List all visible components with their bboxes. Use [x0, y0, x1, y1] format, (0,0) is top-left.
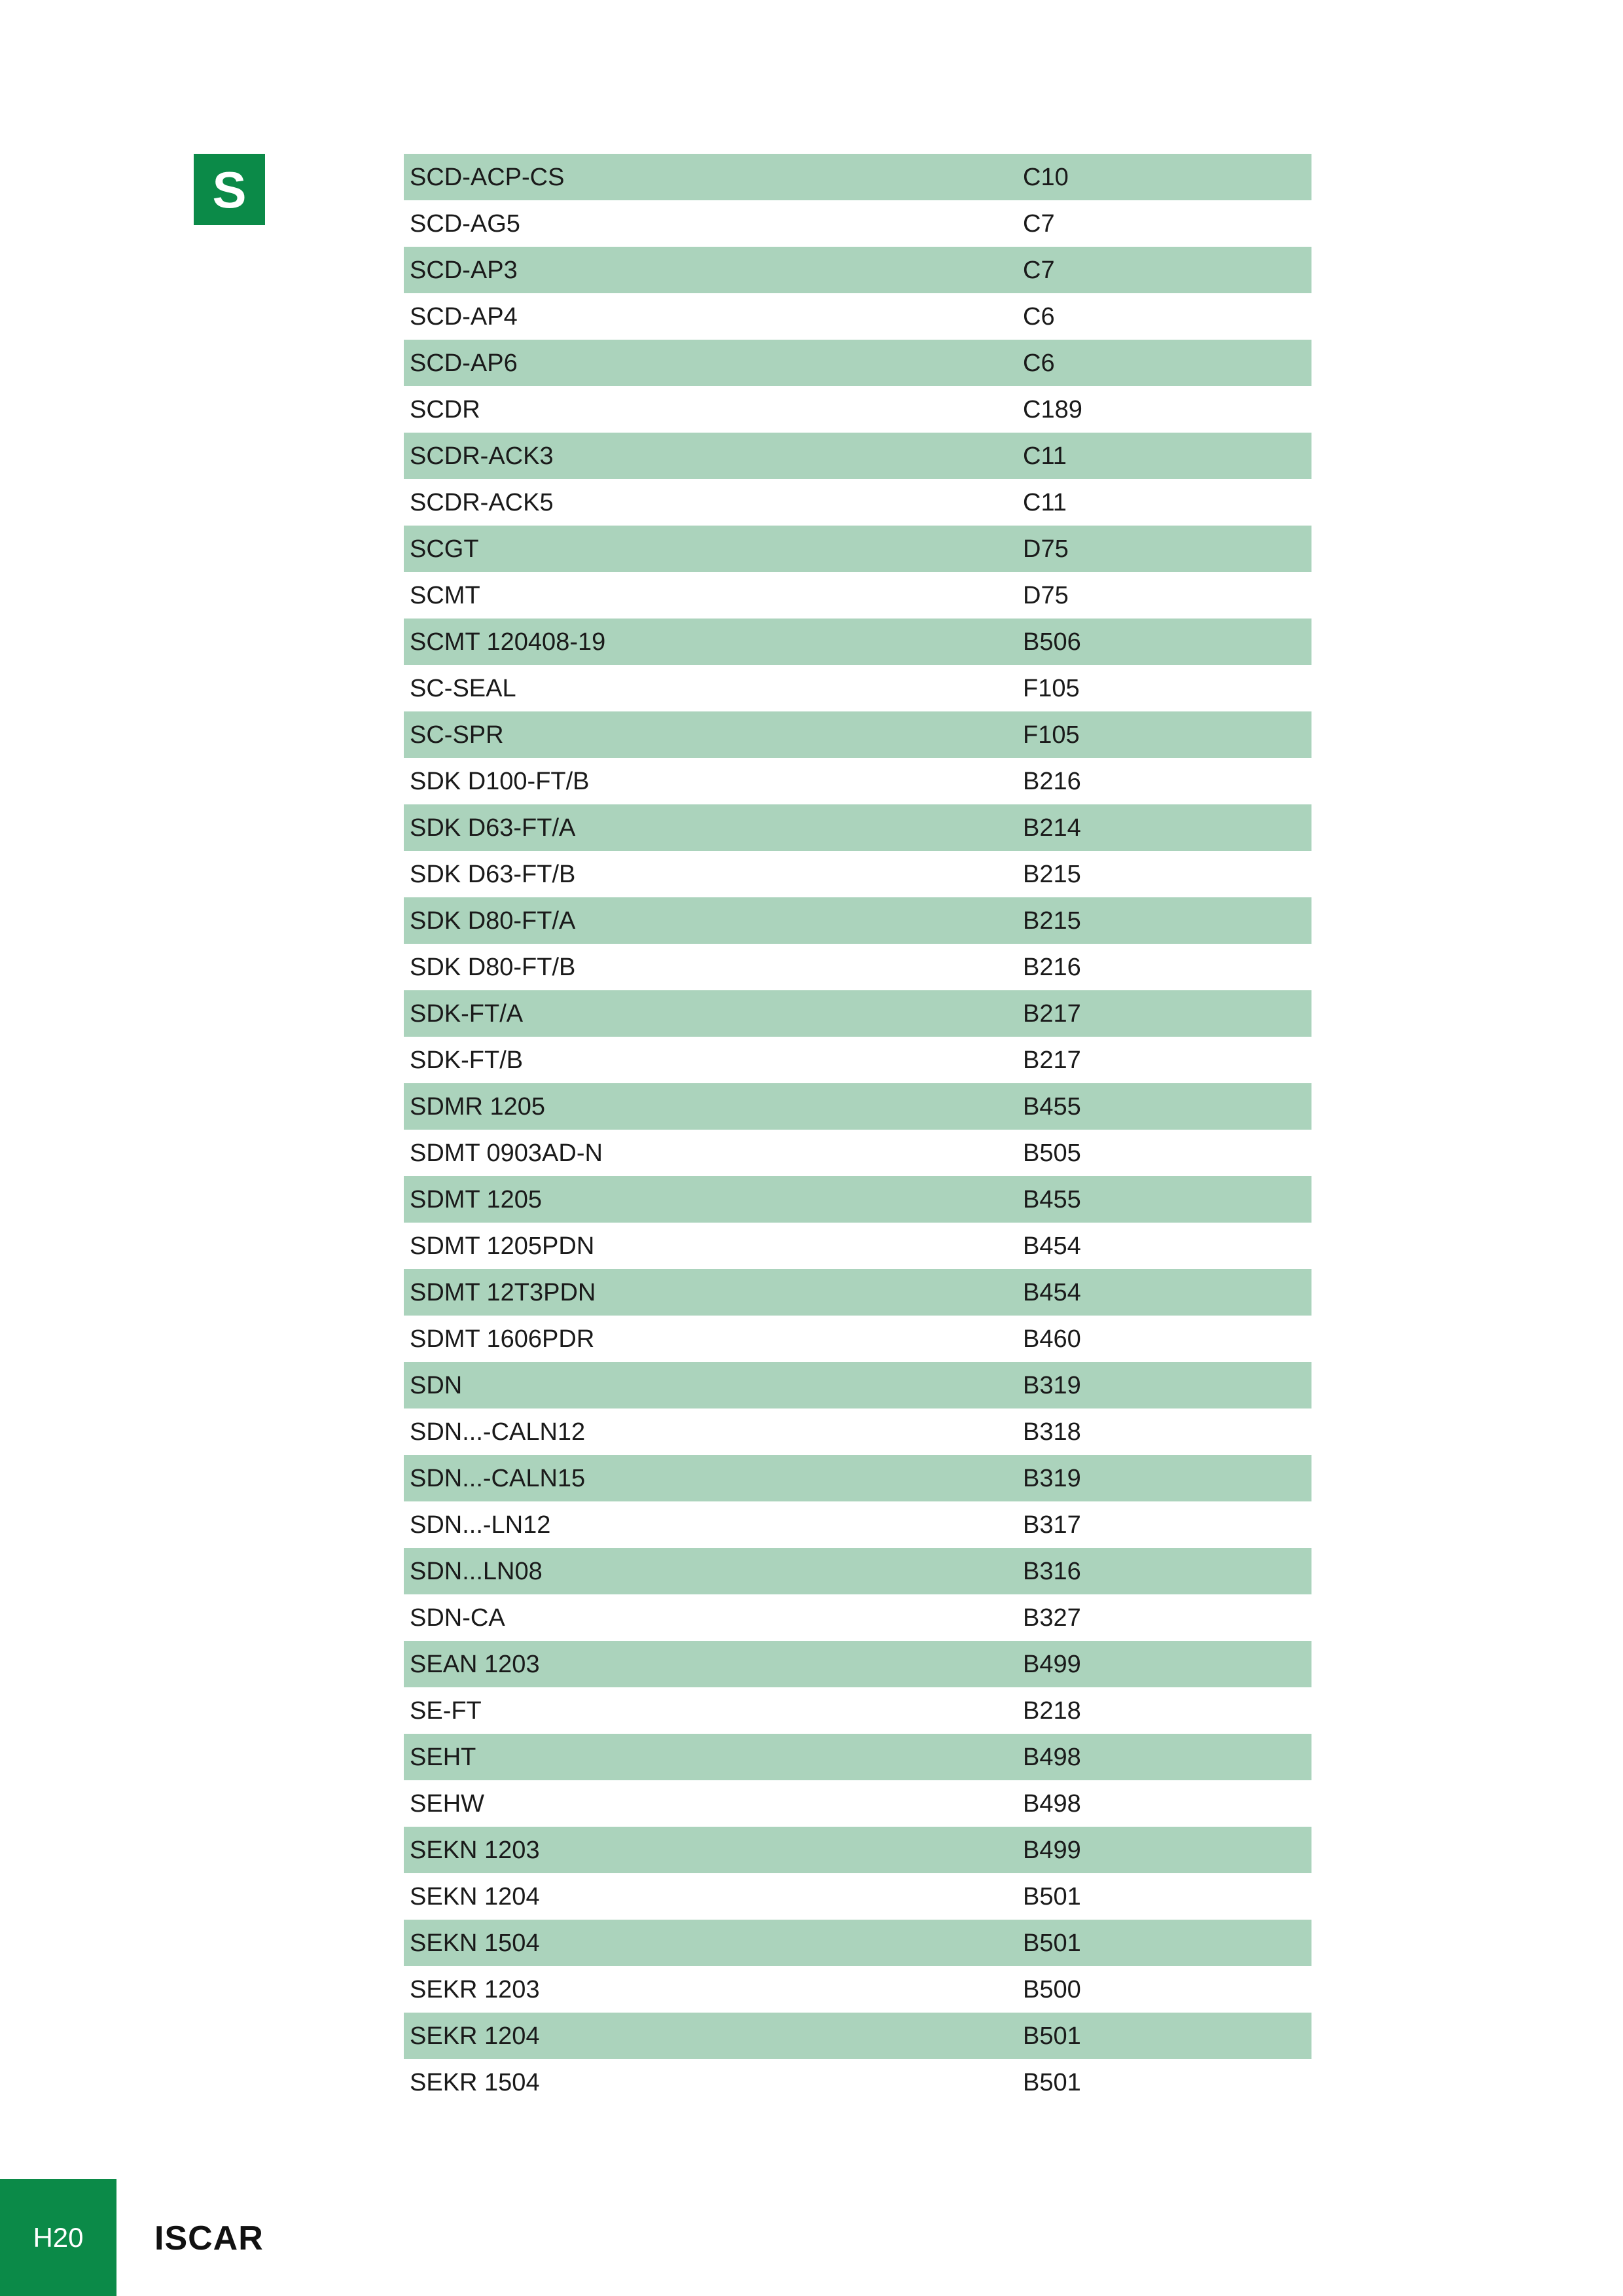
page-reference: B216 — [1023, 953, 1081, 981]
product-code: SCMT — [410, 581, 480, 609]
page-reference: C189 — [1023, 395, 1082, 423]
page-reference: B318 — [1023, 1418, 1081, 1446]
page-reference: C7 — [1023, 256, 1055, 284]
product-code: SEAN 1203 — [410, 1650, 540, 1678]
section-letter-badge: S — [194, 154, 265, 225]
page-reference: D75 — [1023, 581, 1069, 609]
table-row — [404, 1594, 1311, 1641]
table-row — [404, 665, 1311, 711]
table-row — [404, 293, 1311, 340]
page-reference: B214 — [1023, 814, 1081, 842]
product-code: SCGT — [410, 535, 479, 563]
table-row — [404, 2059, 1311, 2106]
table-row — [404, 990, 1311, 1037]
page-reference: B506 — [1023, 628, 1081, 656]
table-row — [404, 897, 1311, 944]
page-number-tab: H20 — [0, 2179, 116, 2296]
product-code: SDK-FT/B — [410, 1046, 524, 1074]
product-code: SDN — [410, 1371, 463, 1399]
page-reference: B317 — [1023, 1511, 1081, 1539]
table-row — [404, 1501, 1311, 1548]
product-code: SCD-AP4 — [410, 302, 518, 331]
table-row — [404, 247, 1311, 293]
table-row — [404, 1362, 1311, 1408]
page-reference: C7 — [1023, 209, 1055, 238]
table-row — [404, 1734, 1311, 1780]
table-row — [404, 1873, 1311, 1920]
page-reference: B499 — [1023, 1836, 1081, 1864]
table-row — [404, 1548, 1311, 1594]
page-reference: B218 — [1023, 1696, 1081, 1725]
table-row — [404, 526, 1311, 572]
page-reference: B501 — [1023, 1882, 1081, 1910]
page-reference: B319 — [1023, 1464, 1081, 1492]
table-row — [404, 619, 1311, 665]
page-reference: B501 — [1023, 2022, 1081, 2050]
product-code: SEKN 1204 — [410, 1882, 540, 1910]
page-reference: B319 — [1023, 1371, 1081, 1399]
table-row — [404, 1920, 1311, 1966]
page-reference: C6 — [1023, 302, 1055, 331]
page-reference: B505 — [1023, 1139, 1081, 1167]
product-code: SCDR-ACK3 — [410, 442, 554, 470]
page-reference: F105 — [1023, 721, 1080, 749]
product-code: SEKN 1504 — [410, 1929, 540, 1957]
product-code: SDMT 0903AD-N — [410, 1139, 603, 1167]
product-code: SDMT 1606PDR — [410, 1325, 595, 1353]
page-reference: B501 — [1023, 1929, 1081, 1957]
product-code: SEKR 1204 — [410, 2022, 540, 2050]
table-row — [404, 154, 1311, 200]
table-row — [404, 1827, 1311, 1873]
table-row — [404, 572, 1311, 619]
product-code: SCDR — [410, 395, 480, 423]
page-reference: B500 — [1023, 1975, 1081, 2003]
product-code: SDMT 12T3PDN — [410, 1278, 596, 1306]
table-row — [404, 200, 1311, 247]
product-code: SDK D63-FT/A — [410, 814, 576, 842]
page-reference: B327 — [1023, 1604, 1081, 1632]
page-reference: C6 — [1023, 349, 1055, 377]
product-code: SC-SEAL — [410, 674, 516, 702]
table-row — [404, 1641, 1311, 1687]
product-code: SCMT 120408-19 — [410, 628, 606, 656]
table-row — [404, 340, 1311, 386]
product-code: SDN-CA — [410, 1604, 505, 1632]
table-row — [404, 479, 1311, 526]
table-row — [404, 1408, 1311, 1455]
product-code: SCD-ACP-CS — [410, 163, 565, 191]
page-reference: C11 — [1023, 442, 1067, 470]
table-row — [404, 1130, 1311, 1176]
product-code: SCD-AG5 — [410, 209, 520, 238]
product-code: SEHW — [410, 1789, 484, 1818]
table-row — [404, 1316, 1311, 1362]
page-reference: B454 — [1023, 1232, 1081, 1260]
page-reference: B454 — [1023, 1278, 1081, 1306]
product-code: SCD-AP3 — [410, 256, 518, 284]
table-row — [404, 1687, 1311, 1734]
page-reference: B498 — [1023, 1743, 1081, 1771]
product-code: SEKN 1203 — [410, 1836, 540, 1864]
page-reference: B217 — [1023, 999, 1081, 1028]
page-reference: B215 — [1023, 860, 1081, 888]
table-row — [404, 1037, 1311, 1083]
product-code: SEKR 1504 — [410, 2068, 540, 2096]
table-row — [404, 1176, 1311, 1223]
table-row — [404, 1269, 1311, 1316]
product-code: SE-FT — [410, 1696, 482, 1725]
product-code: SDN...-LN12 — [410, 1511, 551, 1539]
page-reference: B498 — [1023, 1789, 1081, 1818]
page-reference: B455 — [1023, 1185, 1081, 1213]
product-code: SDMT 1205PDN — [410, 1232, 595, 1260]
page-reference: F105 — [1023, 674, 1080, 702]
page-reference: B499 — [1023, 1650, 1081, 1678]
product-code: SDMR 1205 — [410, 1092, 545, 1121]
table-row — [404, 2013, 1311, 2059]
table-row — [404, 1455, 1311, 1501]
page-reference: C10 — [1023, 163, 1069, 191]
table-row — [404, 944, 1311, 990]
page-reference: C11 — [1023, 488, 1067, 516]
product-code: SCDR-ACK5 — [410, 488, 554, 516]
page-reference: B215 — [1023, 906, 1081, 935]
page-reference: B501 — [1023, 2068, 1081, 2096]
table-row — [404, 851, 1311, 897]
product-code: SDK-FT/A — [410, 999, 524, 1028]
product-index-table — [404, 154, 1311, 2106]
table-row — [404, 433, 1311, 479]
product-code: SC-SPR — [410, 721, 504, 749]
table-row — [404, 386, 1311, 433]
product-code: SDN...-CALN15 — [410, 1464, 586, 1492]
page-reference: D75 — [1023, 535, 1069, 563]
page-reference: B316 — [1023, 1557, 1081, 1585]
table-row — [404, 1083, 1311, 1130]
table-row — [404, 758, 1311, 804]
product-code: SDK D80-FT/B — [410, 953, 576, 981]
product-code: SDK D100-FT/B — [410, 767, 590, 795]
product-code: SDMT 1205 — [410, 1185, 543, 1213]
table-row — [404, 804, 1311, 851]
table-row — [404, 711, 1311, 758]
product-code: SEKR 1203 — [410, 1975, 540, 2003]
product-code: SDK D80-FT/A — [410, 906, 576, 935]
product-code: SDN...LN08 — [410, 1557, 543, 1585]
table-row — [404, 1223, 1311, 1269]
table-row — [404, 1966, 1311, 2013]
product-code: SDK D63-FT/B — [410, 860, 576, 888]
page-reference: B216 — [1023, 767, 1081, 795]
product-code: SDN...-CALN12 — [410, 1418, 586, 1446]
page-reference: B460 — [1023, 1325, 1081, 1353]
product-code: SCD-AP6 — [410, 349, 518, 377]
page-reference: B217 — [1023, 1046, 1081, 1074]
product-code: SEHT — [410, 1743, 476, 1771]
table-row — [404, 1780, 1311, 1827]
brand-logo: ISCAR — [154, 2219, 264, 2257]
page-reference: B455 — [1023, 1092, 1081, 1121]
